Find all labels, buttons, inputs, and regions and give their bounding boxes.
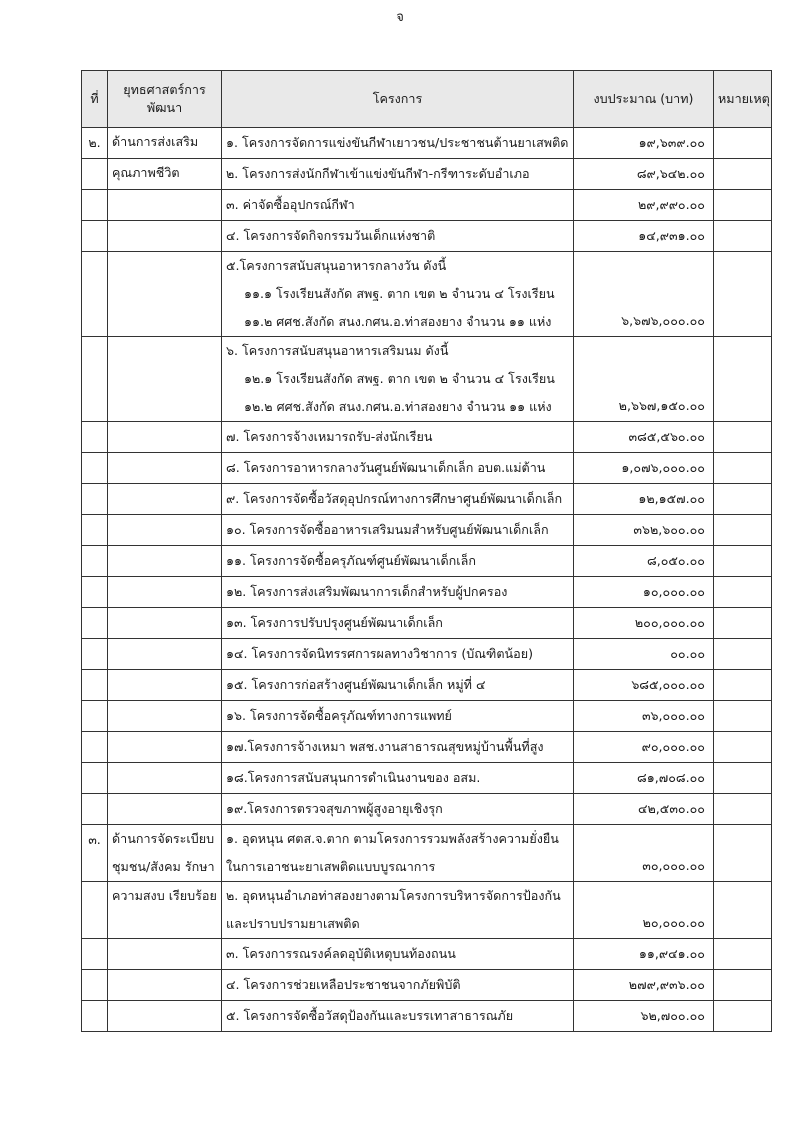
remark-cell (714, 515, 772, 546)
project-line: ๑. โครงการจัดการแข่งขันกีฬาเยาวชน/ประชาชนต้านยาเสพติด (226, 135, 569, 150)
project-cell (222, 608, 574, 639)
budget-cell: ๒๐๐,๐๐๐.๐๐ (574, 608, 714, 639)
strategy-cell (108, 970, 222, 1001)
project-cell (222, 190, 574, 221)
remark-cell (714, 670, 772, 701)
remark-cell (714, 882, 772, 939)
remark-cell (714, 608, 772, 639)
budget-cell: ๔๒,๕๓๐.๐๐ (574, 794, 714, 825)
remark-cell (714, 970, 772, 1001)
project-cell (222, 1001, 574, 1032)
project-line: และปราบปรามยาเสพติด (226, 916, 360, 931)
strategy-cell (108, 484, 222, 515)
row-number (82, 190, 108, 221)
project-cell (222, 794, 574, 825)
row-number (82, 546, 108, 577)
project-cell (222, 732, 574, 763)
project-cell (222, 252, 574, 337)
project-cell (222, 639, 574, 670)
row-number (82, 939, 108, 970)
remark-cell (714, 701, 772, 732)
table-row (82, 422, 772, 453)
project-line: ๑๒.๑ โรงเรียนสังกัด สพฐ. ตาก เขต ๒ จำนวน ๔ โรงเรียน (244, 371, 555, 386)
remark-cell (714, 128, 772, 159)
remark-cell (714, 159, 772, 190)
row-number (82, 608, 108, 639)
strategy-cell (108, 221, 222, 252)
project-line: ๑๔. โครงการจัดนิทรรศการผลทางวิชาการ (บัณฑิตน้อย) (226, 646, 534, 661)
row-number (82, 882, 108, 939)
row-number (82, 732, 108, 763)
remark-cell (714, 221, 772, 252)
project-line: ๑. อุดหนุน ศตส.จ.ตาก ตามโครงการรวมพลังสร้างความยั่งยืน (226, 831, 559, 846)
row-number (82, 701, 108, 732)
project-cell (222, 221, 574, 252)
remark-cell (714, 252, 772, 337)
strategy-cell (108, 546, 222, 577)
strategy-cell (108, 701, 222, 732)
project-cell (222, 970, 574, 1001)
project-cell (222, 825, 574, 882)
table-row (82, 970, 772, 1001)
remark-cell (714, 939, 772, 970)
project-cell (222, 701, 574, 732)
table-row (82, 1001, 772, 1032)
table-row (82, 252, 772, 337)
row-number (82, 484, 108, 515)
table-row (82, 159, 772, 190)
project-line: ๑๐. โครงการจัดซื้ออาหารเสริมนมสำหรับศูนย์พัฒนาเด็กเล็ก (226, 522, 549, 537)
row-number (82, 252, 108, 337)
row-number (82, 422, 108, 453)
budget-cell: ๓๘๕,๕๖๐.๐๐ (574, 422, 714, 453)
budget-cell: ๒๙,๙๙๐.๐๐ (574, 190, 714, 221)
project-cell (222, 939, 574, 970)
budget-cell: ๒๐,๐๐๐.๐๐ (574, 882, 714, 939)
row-number (82, 577, 108, 608)
project-line: ๔. โครงการช่วยเหลือประชาชนจากภัยพิบัติ (226, 977, 461, 992)
table-row (82, 794, 772, 825)
row-number: ๓. (82, 825, 108, 882)
project-line: ๑๕. โครงการก่อสร้างศูนย์พัฒนาเด็กเล็ก หมู่ที่ ๔ (226, 677, 486, 692)
project-cell (222, 159, 574, 190)
strategy-cell (108, 639, 222, 670)
table-row (82, 484, 772, 515)
budget-cell: ๑๒,๑๕๗.๐๐ (574, 484, 714, 515)
strategy-cell (108, 670, 222, 701)
row-number (82, 763, 108, 794)
table-row (82, 608, 772, 639)
strategy-cell (108, 337, 222, 422)
remark-cell (714, 1001, 772, 1032)
strategy-cell: ด้านการส่งเสริม (108, 128, 222, 159)
budget-cell: ๖,๖๗๖,๐๐๐.๐๐ (574, 252, 714, 337)
strategy-cell (108, 794, 222, 825)
remark-cell (714, 422, 772, 453)
header-project: โครงการ (222, 71, 574, 128)
table-row (82, 639, 772, 670)
remark-cell (714, 546, 772, 577)
project-line: ๘. โครงการอาหารกลางวันศูนย์พัฒนาเด็กเล็ก อบต.แม่ต้าน (226, 460, 546, 475)
table-body (82, 128, 772, 1032)
project-cell (222, 128, 574, 159)
row-number (82, 453, 108, 484)
table-row (82, 732, 772, 763)
row-number (82, 1001, 108, 1032)
budget-cell: ๙๐,๐๐๐.๐๐ (574, 732, 714, 763)
project-cell (222, 515, 574, 546)
strategy-cell (108, 453, 222, 484)
strategy-cell: ความสงบ เรียบร้อย (108, 882, 222, 939)
project-line: ๑๑.๒ ศศช.สังกัด สนง.กศน.อ.ท่าสองยาง จำนวน ๑๑ แห่ง (244, 314, 552, 329)
budget-cell: ๘,๐๕๐.๐๐ (574, 546, 714, 577)
table-row (82, 190, 772, 221)
remark-cell (714, 453, 772, 484)
table-header-row (82, 71, 772, 128)
project-line: ๓. ค่าจัดซื้ออุปกรณ์กีฬา (226, 197, 355, 212)
project-cell (222, 577, 574, 608)
remark-cell (714, 732, 772, 763)
table-row (82, 337, 772, 422)
table-row (82, 670, 772, 701)
strategy-cell (108, 732, 222, 763)
budget-cell: ๖๘๕,๐๐๐.๐๐ (574, 670, 714, 701)
row-number (82, 515, 108, 546)
table-row (82, 939, 772, 970)
strategy-cell: ด้านการจัดระเบียบ ชุมชน/สังคม รักษา (108, 825, 222, 882)
project-line: ๑๒. โครงการส่งเสริมพัฒนาการเด็กสำหรับผู้ปกครอง (226, 584, 508, 599)
strategy-cell (108, 422, 222, 453)
strategy-cell (108, 1001, 222, 1032)
project-line: ๑๖. โครงการจัดซื้อครุภัณฑ์ทางการแพทย์ (226, 708, 452, 723)
project-line: ๑๒.๒ ศศช.สังกัด สนง.กศน.อ.ท่าสองยาง จำนวน ๑๑ แห่ง (244, 399, 552, 414)
project-cell (222, 484, 574, 515)
budget-cell: ๓๖๒,๖๐๐.๐๐ (574, 515, 714, 546)
budget-cell: ๓๐,๐๐๐.๐๐ (574, 825, 714, 882)
project-line: ๑๑.๑ โรงเรียนสังกัด สพฐ. ตาก เขต ๒ จำนวน ๔ โรงเรียน (244, 286, 555, 301)
project-cell (222, 453, 574, 484)
budget-cell: ๑๑,๙๔๑.๐๐ (574, 939, 714, 970)
table-row (82, 546, 772, 577)
project-line: ๑๙.โครงการตรวจสุขภาพผู้สูงอายุเชิงรุก (226, 801, 443, 816)
strategy-cell (108, 763, 222, 794)
project-cell (222, 422, 574, 453)
strategy-cell (108, 252, 222, 337)
project-line: ๒. อุดหนุนอำเภอท่าสองยางตามโครงการบริหารจัดการป้องกัน (226, 888, 561, 903)
strategy-cell (108, 190, 222, 221)
budget-cell: ๐๐.๐๐ (574, 639, 714, 670)
project-line: ๒. โครงการส่งนักกีฬาเข้าแข่งขันกีฬา-กรีฑาระดับอำเภอ (226, 166, 530, 181)
budget-cell: ๑,๐๗๖,๐๐๐.๐๐ (574, 453, 714, 484)
strategy-cell (108, 515, 222, 546)
header-strategy: ยุทธศาสตร์การพัฒนา (108, 71, 222, 128)
project-cell (222, 882, 574, 939)
remark-cell (714, 337, 772, 422)
budget-cell: ๑๔,๙๓๑.๐๐ (574, 221, 714, 252)
remark-cell (714, 190, 772, 221)
remark-cell (714, 794, 772, 825)
strategy-cell (108, 939, 222, 970)
budget-cell: ๘๙,๖๔๒.๐๐ (574, 159, 714, 190)
project-line: ในการเอาชนะยาเสพติดแบบบูรณาการ (226, 859, 436, 874)
table-row (82, 882, 772, 939)
project-cell (222, 670, 574, 701)
table-row (82, 221, 772, 252)
row-number (82, 970, 108, 1001)
page-number: จ (396, 10, 404, 25)
row-number: ๒. (82, 128, 108, 159)
project-line: ๕. โครงการจัดซื้อวัสดุป้องกันและบรรเทาสาธารณภัย (226, 1008, 514, 1023)
row-number (82, 670, 108, 701)
project-line: ๗. โครงการจ้างเหมารถรับ-ส่งนักเรียน (226, 429, 433, 444)
budget-cell: ๒๗๙,๙๓๖.๐๐ (574, 970, 714, 1001)
project-line: ๑๗.โครงการจ้างเหมา พสช.งานสาธารณสุขหมู่บ้านพื้นที่สูง (226, 739, 544, 754)
header-remark: หมายเหตุ (714, 71, 772, 128)
header-budget: งบประมาณ (บาท) (574, 71, 714, 128)
table-row (82, 128, 772, 159)
table-row (82, 577, 772, 608)
project-line: ๑๘.โครงการสนับสนุนการดำเนินงานของ อสม. (226, 770, 481, 785)
project-line: ๙. โครงการจัดซื้อวัสดุอุปกรณ์ทางการศึกษาศูนย์พัฒนาเด็กเล็ก (226, 491, 563, 506)
table-row (82, 825, 772, 882)
project-cell (222, 763, 574, 794)
row-number (82, 159, 108, 190)
budget-cell: ๓๖,๐๐๐.๐๐ (574, 701, 714, 732)
row-number (82, 337, 108, 422)
project-cell (222, 337, 574, 422)
strategy-cell: คุณภาพชีวิต (108, 159, 222, 190)
remark-cell (714, 639, 772, 670)
project-line: ๖. โครงการสนับสนุนอาหารเสริมนม ดังนี้ (226, 343, 449, 358)
project-line: ๕.โครงการสนับสนุนอาหารกลางวัน ดังนี้ (226, 258, 447, 273)
remark-cell (714, 825, 772, 882)
project-line: ๔. โครงการจัดกิจกรรมวันเด็กแห่งชาติ (226, 228, 436, 243)
project-line: ๑๓. โครงการปรับปรุงศูนย์พัฒนาเด็กเล็ก (226, 615, 443, 630)
project-line: ๑๑. โครงการจัดซื้อครุภัณฑ์ศูนย์พัฒนาเด็กเล็ก (226, 553, 476, 568)
budget-cell: ๒,๖๖๗,๑๕๐.๐๐ (574, 337, 714, 422)
budget-cell: ๑๐,๐๐๐.๐๐ (574, 577, 714, 608)
project-cell (222, 546, 574, 577)
project-table (81, 70, 772, 1032)
table-row (82, 515, 772, 546)
remark-cell (714, 577, 772, 608)
remark-cell (714, 763, 772, 794)
budget-cell: ๑๙,๖๓๙.๐๐ (574, 128, 714, 159)
table-row (82, 763, 772, 794)
row-number (82, 639, 108, 670)
table-row (82, 701, 772, 732)
project-line: ๓. โครงการรณรงค์ลดอุบัติเหตุบนท้องถนน (226, 946, 456, 961)
budget-cell: ๖๒,๗๐๐.๐๐ (574, 1001, 714, 1032)
budget-cell: ๘๑,๗๐๘.๐๐ (574, 763, 714, 794)
header-no: ที่ (82, 71, 108, 128)
strategy-cell (108, 577, 222, 608)
strategy-cell (108, 608, 222, 639)
table-row (82, 453, 772, 484)
row-number (82, 794, 108, 825)
row-number (82, 221, 108, 252)
remark-cell (714, 484, 772, 515)
